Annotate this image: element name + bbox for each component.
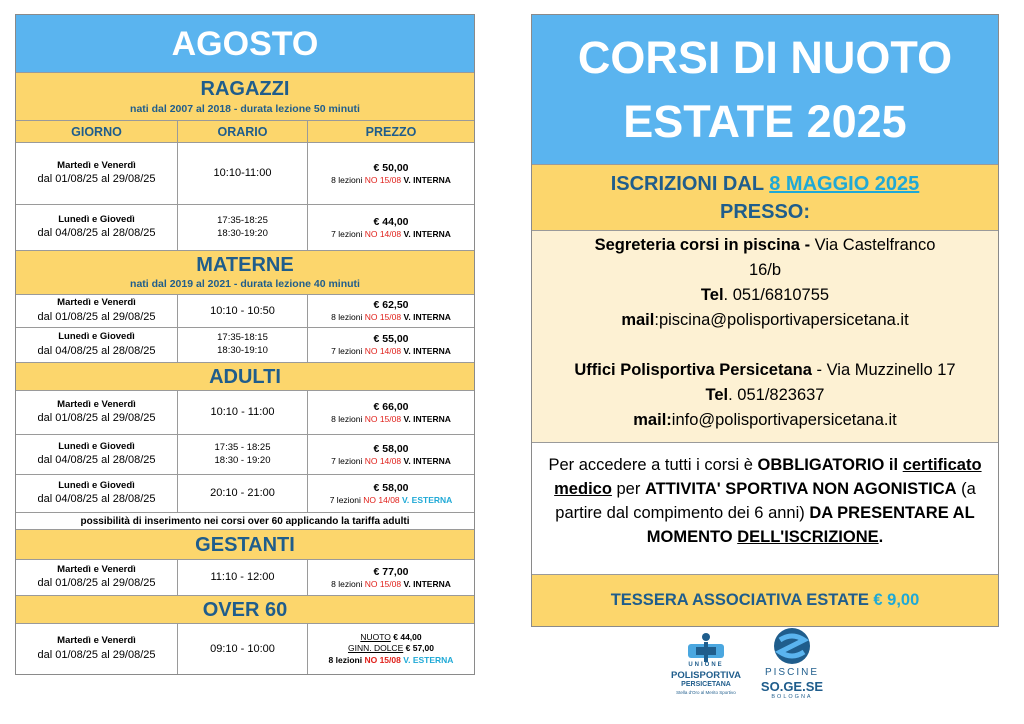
sogese-sub: BOLOGNA [771,694,813,700]
row-day: Martedì e Venerdì [57,159,136,171]
header-prezzo: PREZZO [365,124,417,139]
main-title-line1: CORSI DI NUOTO [577,32,953,83]
materne-section-header [16,251,474,295]
row-day: Martedì e Venerdì [57,398,136,410]
over60-title: OVER 60 [202,599,288,621]
row-dates: dal 01/08/25 al 29/08/25 [37,412,156,425]
row-dates: dal 01/08/25 al 29/08/25 [37,310,156,323]
row-day: Martedì e Venerdì [57,635,136,647]
segreteria-address-cont: 16/b [748,261,782,279]
tessera-price: € 9,00 [873,591,920,609]
month-title: AGOSTO [171,25,319,63]
row-note: 8 lezioni NO 15/08 V. INTERNA [331,413,451,424]
table-row [16,295,474,328]
obbligatorio-block [532,443,998,575]
row-dates: dal 01/08/25 al 29/08/25 [37,648,156,661]
polisportiva-logo [662,632,750,712]
header-orario: ORARIO [178,121,308,142]
row-note: 8 lezioni NO 15/08 V. INTERNA [331,174,451,185]
table-row [16,475,474,513]
row-price: € 55,00 [373,333,409,346]
segreteria-tel: Tel. 051/6810755 [700,286,830,304]
tessera-label: TESSERA ASSOCIATIVA ESTATE [610,591,869,609]
table-row [16,391,474,435]
segreteria-line: Segreteria corsi in piscina - Via Castelfranco [594,236,936,254]
polisportiva-name: POLISPORTIVA [670,670,742,681]
sogese-name: SO.GE.SE [760,679,824,694]
main-title-line2: ESTATE 2025 [623,96,907,147]
row-note: 7 lezioni NO 14/08 V. INTERNA [331,346,451,357]
ragazzi-section-header [16,73,474,121]
row-time: 17:35 - 18:25 [214,441,271,453]
sogese-emblem-icon [752,626,832,666]
row-day: Lunedì e Giovedì [58,440,135,452]
iscrizioni-line: ISCRIZIONI DAL 8 MAGGIO 2025 [610,173,920,195]
polisportiva-top: UNIONE [688,662,724,668]
row-dates: dal 04/08/25 al 28/08/25 [37,454,156,467]
row-note: 8 lezioni NO 15/08 V. INTERNA [331,578,451,589]
table-row [16,624,474,674]
nuoto-price: NUOTO € 44,00 [360,632,422,643]
adulti-title: ADULTI [209,366,281,388]
gestanti-section-header [16,530,474,560]
ragazzi-subtitle: nati dal 2007 al 2018 - durata lezione 50 minuti [130,103,360,115]
main-title-block [532,15,998,165]
ragazzi-title: RAGAZZI [200,78,290,100]
contacts-block [532,231,998,443]
presso-label: PRESSO: [719,201,811,223]
tessera-block [532,575,998,626]
table-row [16,205,474,251]
sogese-top: PISCINE [764,667,819,678]
row-price: € 77,00 [373,565,409,578]
iscrizioni-date: 8 MAGGIO 2025 [769,173,920,195]
row-price: € 58,00 [373,442,409,455]
row-time: 17:35-18:15 [217,332,268,344]
info-panel [531,14,999,627]
row-price: € 62,50 [373,299,409,312]
row-note: 7 lezioni NO 14/08 V. INTERNA [331,228,451,239]
row-time: 17:35-18:25 [217,214,268,226]
row-day: Lunedì e Giovedì [58,479,135,491]
uffici-line: Uffici Polisportiva Persicetana - Via Muzzinello 17 [574,361,956,379]
table-row [16,560,474,596]
adulti-note: possibilità di inserimento nei corsi over 60 applicando la tariffa adulti [80,516,410,527]
row-time: 10:10 - 10:50 [210,304,275,317]
row-time: 20:10 - 21:00 [210,487,275,500]
month-header [16,15,474,73]
segreteria-mail: mail:piscina@polisportivapersicetana.it [621,311,909,329]
row-dates: dal 01/08/25 al 29/08/25 [37,577,156,590]
row-day: Martedì e Venerdì [57,563,136,575]
row-price: € 44,00 [373,215,409,228]
row-price: € 50,00 [373,161,409,174]
uffici-mail: mail:info@polisportivapersicetana.it [633,411,897,429]
row-dates: dal 04/08/25 al 28/08/25 [37,493,156,506]
sogese-logo [752,626,832,718]
schedule-table [15,14,475,675]
row-day: Lunedì e Giovedì [58,213,135,225]
over60-section-header [16,596,474,624]
iscrizioni-block [532,165,998,231]
gestanti-title: GESTANTI [195,534,295,556]
row-time: 10:10-11:00 [213,167,272,180]
row-note: 8 lezioni NO 15/08 V. ESTERNA [328,654,454,665]
row-time: 11:10 - 12:00 [210,571,275,584]
polisportiva-tag: Stella d'Oro al Merito Sportivo [676,690,736,695]
row-time-2: 18:30 - 19:20 [214,454,271,466]
row-time: 09:10 - 10:00 [210,642,275,655]
row-day: Martedì e Venerdì [57,297,136,309]
materne-subtitle: nati dal 2019 al 2021 - durata lezione 40 minuti [130,278,360,290]
row-price: € 66,00 [373,400,409,413]
row-dates: dal 04/08/25 al 28/08/25 [37,227,156,240]
table-row [16,328,474,363]
table-row [16,435,474,475]
row-dates: dal 01/08/25 al 29/08/25 [37,173,156,186]
row-price: € 58,00 [373,481,409,494]
row-note: 7 lezioni NO 14/08 V. INTERNA [331,455,451,466]
uffici-tel: Tel. 051/823637 [705,386,825,404]
row-time: 10:10 - 11:00 [210,406,275,419]
obbligatorio-text: Per accedere a tutti i corsi è OBBLIGATORIO il certificato medico per ATTIVITA' SPORTIVA NON AGONISTICA (a partire dal compimento dei 6 anni) DA PRESENTARE AL MOMENTO DELL'ISCRIZIONE. [548,456,982,546]
header-giorno: GIORNO [16,121,178,142]
column-headers [16,121,474,143]
row-note: 7 lezioni NO 14/08 V. ESTERNA [329,494,453,505]
adulti-section-header [16,363,474,391]
row-dates: dal 04/08/25 al 28/08/25 [37,344,156,357]
row-note: 8 lezioni NO 15/08 V. INTERNA [331,312,451,323]
materne-title: MATERNE [196,254,294,276]
row-day: Lunedì e Giovedì [58,331,135,343]
ginn-price: GINN. DOLCE € 57,00 [347,643,434,654]
adulti-note-row [16,513,474,530]
row-time-2: 18:30-19:20 [217,227,268,239]
row-time-2: 18:30-19:10 [217,345,268,356]
table-row [16,143,474,205]
polisportiva-sub: PERSICETANA [681,681,731,688]
